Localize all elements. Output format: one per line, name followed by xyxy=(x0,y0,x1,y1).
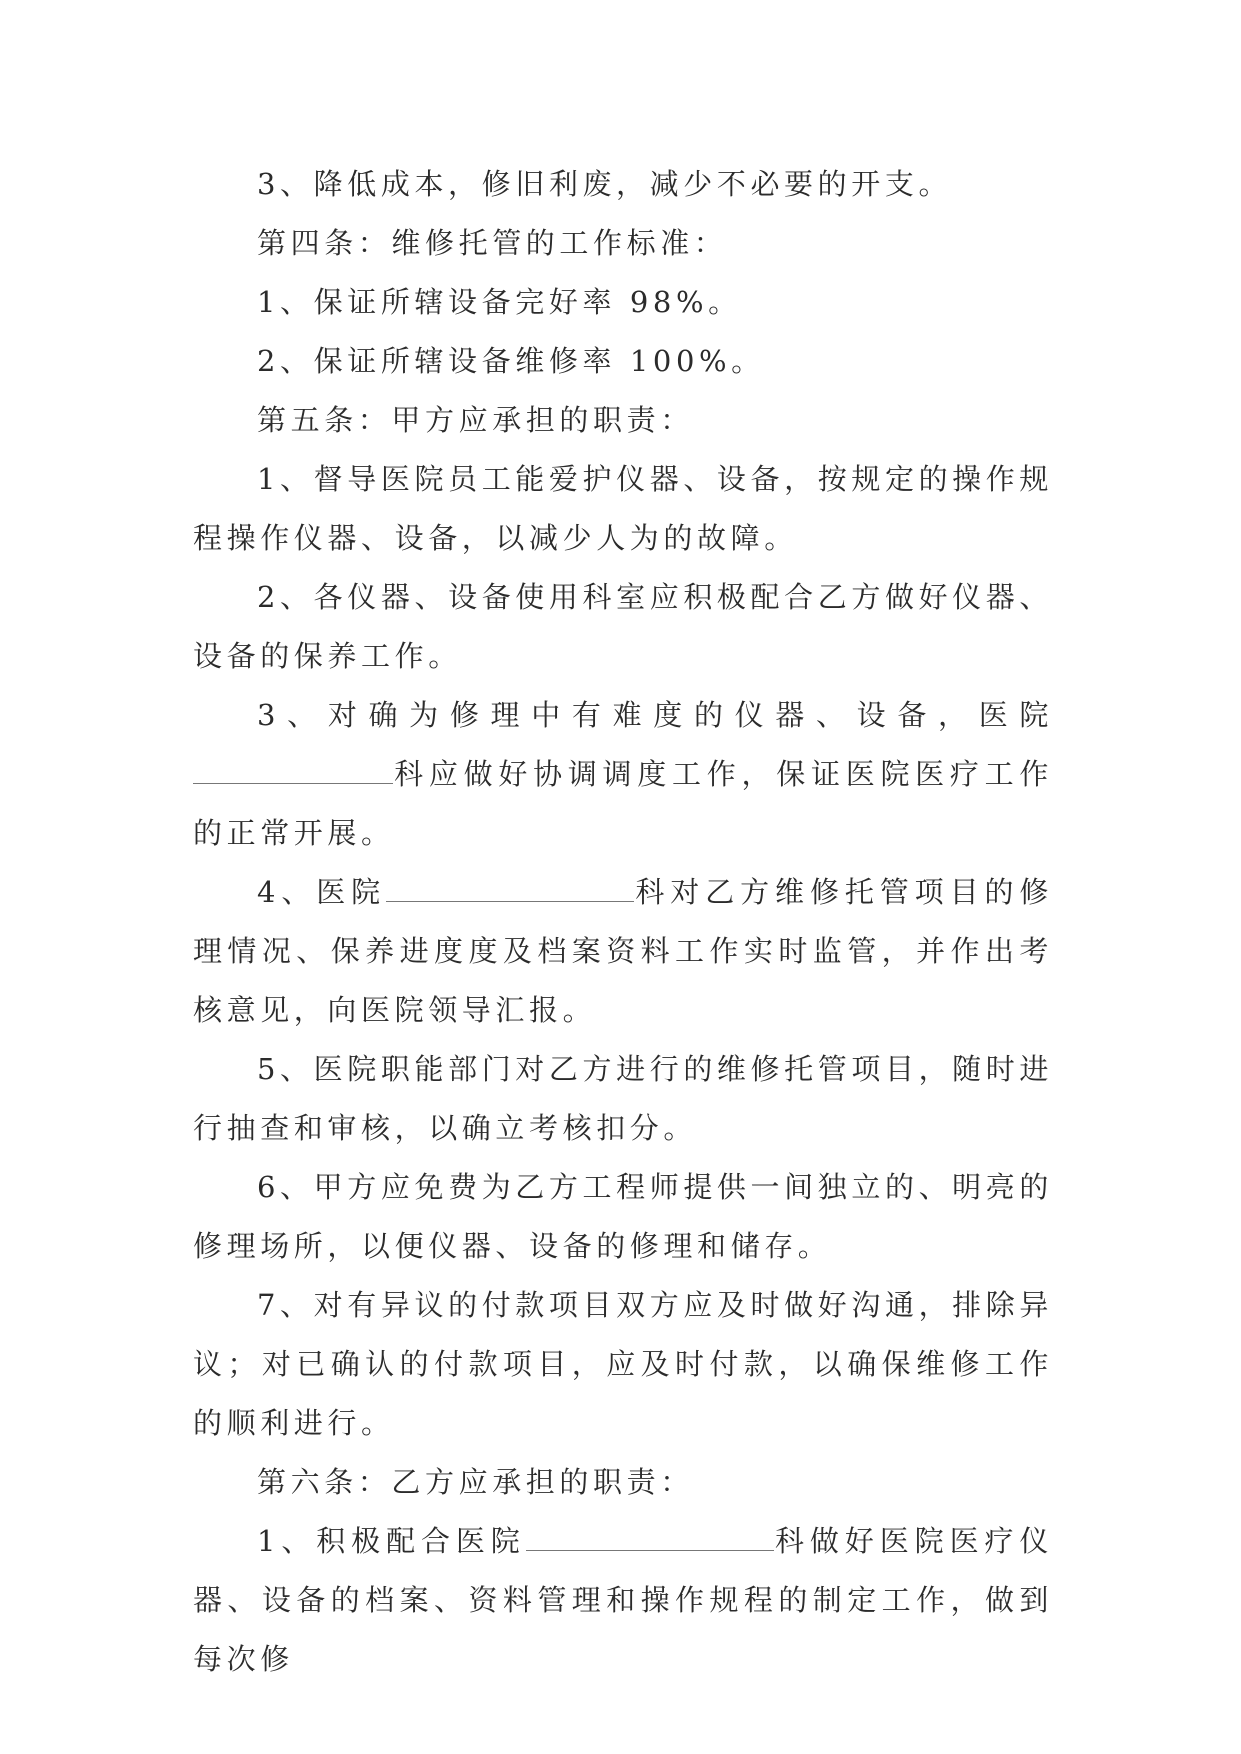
paragraph-cost-reduction: 3、降低成本，修旧利废，减少不必要的开支。 xyxy=(257,167,953,201)
party-a-duty-2: 2、各仪器、设备使用科室应积极配合乙方做好仪器、设备的保养工作。 xyxy=(193,580,1053,673)
duty-4-text-after: 科对乙方维修托管项目的修理情况、保养进度度及档案资料工作实时监管，并作出考核意见，向医院领导汇报。 xyxy=(193,875,1053,1027)
fill-in-blank-department[interactable] xyxy=(386,871,634,902)
standard-item-1: 1、保证所辖设备完好率 98%。 xyxy=(257,285,742,319)
party-a-duty-3 xyxy=(193,686,1053,863)
article-5-heading: 第五条：甲方应承担的职责： xyxy=(257,403,694,437)
duty-3-text-after: 科应做好协调调度工作，保证医院医疗工作的正常开展。 xyxy=(193,757,1053,850)
party-a-duty-5: 5、医院职能部门对乙方进行的维修托管项目，随时进行抽查和审核，以确立考核扣分。 xyxy=(193,1052,1053,1145)
fill-in-blank-department[interactable] xyxy=(526,1520,774,1551)
document-body xyxy=(193,155,1053,1689)
party-a-duty-4 xyxy=(193,863,1053,1040)
duty-4-text-before: 4、医院 xyxy=(257,875,387,909)
article-6-heading: 第六条：乙方应承担的职责： xyxy=(257,1465,694,1499)
party-a-duty-6: 6、甲方应免费为乙方工程师提供一间独立的、明亮的修理场所，以便仪器、设备的修理和储存。 xyxy=(193,1170,1053,1263)
party-a-duty-7: 7、对有异议的付款项目双方应及时做好沟通，排除异议；对已确认的付款项目，应及时付款，以确保维修工作的顺利进行。 xyxy=(193,1288,1053,1440)
article-4-heading: 第四条：维修托管的工作标准： xyxy=(257,226,728,260)
standard-item-2: 2、保证所辖设备维修率 100%。 xyxy=(257,344,765,378)
party-b-duty-1-text-after: 科做好医院医疗仪器、设备的档案、资料管理和操作规程的制定工作，做到每次修 xyxy=(193,1524,1053,1676)
party-b-duty-1-text-before: 1、积极配合医院 xyxy=(257,1524,526,1558)
party-b-duty-1 xyxy=(193,1512,1053,1689)
party-a-duty-1: 1、督导医院员工能爱护仪器、设备，按规定的操作规程操作仪器、设备，以减少人为的故障。 xyxy=(193,462,1053,555)
fill-in-blank-department[interactable] xyxy=(193,753,393,784)
duty-3-text-before: 3、对确为修理中有难度的仪器、设备，医院 xyxy=(257,698,1053,732)
